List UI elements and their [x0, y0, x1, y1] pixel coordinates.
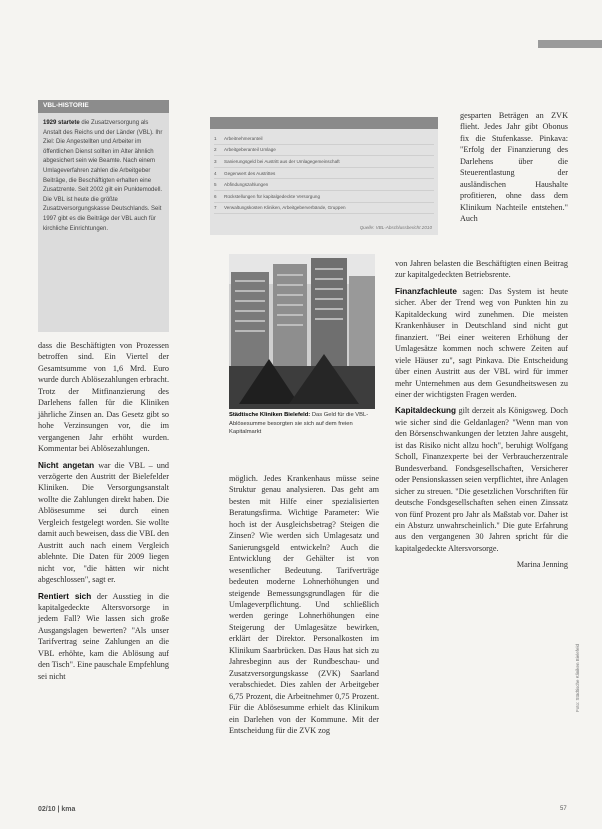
paragraph-lead: Rentiert sich: [38, 591, 92, 601]
row-number: 6: [214, 193, 217, 199]
table-header-bar: [210, 117, 438, 129]
table-row: [214, 203, 434, 215]
text-column-1: [38, 340, 169, 687]
photo-caption: [229, 411, 379, 437]
text-column-3-top: [460, 110, 568, 230]
row-text: Arbeitnehmeranteil: [224, 135, 263, 141]
row-text: Sanierungsgeld bei Austritt aus der Umlagegemeinschaft: [224, 158, 340, 164]
paragraph: gesparten Beträgen an ZVK flieht. Jedes Jahr gibt Obonus fix die Stufenkasse. Pinkava: "Erfolg der Finanzierung des Darlehens über die Steuerentlastung der ausländischen Haushalte profitieren, ohne dass dem Klinikum Nachteile entstehen." Auch: [460, 111, 568, 224]
paragraph: Nicht angetan war die VBL – und verzögerte den Austritt der Bielefelder Kliniken. Die Versorgungsanstalt wollte die Zahlungen direkt haben. Die Ablösesumme sei durch einen Vergleich festgelegt worden. Sie wollte damit auch beweisen, dass die VBL den Austritt auch nach einem Vergleich ablehnte. Die Daten für 2009 liegen nicht vor, "die hätten wir nicht abgeschlossen", sagt er.: [38, 460, 170, 585]
hospital-photo: [229, 254, 375, 409]
table-rows: [210, 129, 438, 214]
paragraph-lead: Nicht angetan: [38, 460, 95, 470]
text-column-2: [229, 473, 379, 741]
row-number: 2: [214, 147, 217, 153]
row-number: 3: [214, 158, 217, 164]
table-row: [214, 168, 434, 180]
row-text: Gegenwert des Austrittes: [224, 170, 276, 176]
paragraph: Finanzfachleute sagen: Das System ist heute sicher. Aber der Trend weg von Punkten hin zu Kapitaldeckung wird zunehmen. Die meisten Krankenhäuser in Deutschland sind nicht gut finanziert. "Bei einer weiteren Erhöhung der Umlagesätze kommen noch schwere Zeiten auf viele Häuser zu", sagt Pinkava. Die Entscheidung über einen Austritt aus der VBL wird für immer mehr Unternehmen aus dem Gesundheitswesen zu einer der wichtigsten Fragen werden.: [395, 286, 568, 399]
author: Marina Jenning: [516, 560, 568, 570]
history-infobox: [38, 100, 169, 332]
photo-credit: Foto: Städtische Kliniken Bielefeld: [575, 643, 580, 712]
table-row: [214, 145, 434, 157]
paragraph: möglich. Jedes Krankenhaus müsse seine Struktur genau analysieren. Das geht am besten mit Hilfe einer spezialisierten Beratungsfirma. Wichtige Parameter: Wie hoch ist der Ausgleichsbetrag? Steigen die Zinsen? Wie werden sich Umlagesatz und Sanierungsgeld entwickeln? Auch die Entwicklung der Gehälter ist von wesentlicher Bedeutung. Tarifverträge bedeuten moderne Lohnerhöhungen und steigende Bemessungsgrundlagen für die Umlageverpflichtung. Und schließlich werden geringe Lohnerhöhungen eine Steigerung der Umlagesätze bewirken, erklärt der Direktor. Personalkosten im Klinikum Saarbrücken. Das Haus hat sich zu Jahresbeginn aus der Rundbeschau- und Zusatzversorgungskasse (ZVK) Saarland verabschiedet. Dies zahlen der Arbeitgeber 6,75 Prozent, die Arbeitnehmer 0,75 Prozent. Für die Ablösesumme erhielt das Klinikum ein Darlehen von der Kommune. Mit der Entscheidung für die ZVK zog: [229, 474, 379, 735]
paragraph: Kapitaldeckung gilt derzeit als Königsweg. Doch wie sicher sind die Geldanlagen? "Wenn man von den Börsenschwankungen der letzten Jahre ausgeht, ist das Risiko nicht allzu hoch", beruhigt Wolfgang Scholl, Finanzexperte bei der Verbraucherzentrale Bundesverband. Fondsgesellschaften, Versicherer oder Pensionskassen seien verpflichtet, ihre Anlagen sicher zu streuen. "Die gesetzlichen Vorschriften für deutsche Fondsgesellschaften sehen einen Zinssatz von fünf Prozent pro Jahr als Maßstab vor. Daher ist ein Absturz unwahrscheinlich." Die gute Erfahrung aus den vergangenen 30 Jahren spricht für die kapitalgedeckte Altersvorsorge.: [395, 406, 568, 553]
section-marker: [538, 40, 602, 48]
paragraph: von Jahren belasten die Beschäftigten einen Beitrag zur kapitalgedeckten Betriebsrente.: [395, 259, 568, 280]
row-text: Arbeitgeberanteil Umlage: [224, 147, 276, 153]
caption-text: Das Geld für die VBL-Ablösesumme besorgten sie sich auf dem freien Kapitalmarkt: [229, 412, 369, 436]
table-row: [214, 191, 434, 203]
table-row: [214, 179, 434, 191]
row-number: 1: [214, 135, 217, 141]
row-text: Abfindungszahlungen: [224, 182, 269, 188]
paragraph-lead: Kapitaldeckung: [395, 406, 456, 416]
hospital-building-image: [229, 254, 375, 409]
paragraph: dass die Beschäftigten von Prozessen betroffen sind. Ein Viertel der Gesamtsumme von 1,6 Mrd. Euro wurde durch Ablösezahlungen erbracht. Trotz der Mitfinanzierung des Darlehens fallen für die Kliniken jährliche Zinsen an. Das Gesetz gibt so hohe Verzinsungen vor, die im vergangenen Jahr erhöht wurden. Kommentar bei Ablösezahlungen.: [38, 341, 169, 454]
row-number: 7: [214, 205, 217, 211]
paragraph-lead: Finanzfachleute: [395, 286, 457, 296]
table-row: [214, 133, 434, 145]
statistics-table: [210, 117, 438, 235]
row-number: 4: [214, 170, 217, 176]
infobox-text: die Zusatzversorgung als Anstalt des Reichs und der Länder (VBL). Ihr Ziel: Die Angestellten und Arbeiter im öffentlichen Dienst sollten im Alter ähnlich abgesichert sein wie Beamte. Nach einem Umlageverfahren zahlen die Arbeitgeber Beiträge, die Beschäftigten erhalten eine Zusatzrente. Seit 2002 gilt ein Punktemodell. Die VBL ist heute die größte Zusatzversorgungskasse Deutschlands. Seit 1997 gibt es die Beiträge der VBL auch für kirchliche Einrichtungen.: [43, 120, 163, 232]
row-text: Rückstellungen für kapitalgedeckte Versorgung: [224, 193, 321, 199]
infobox-heading: VBL-HISTORIE: [38, 100, 169, 113]
row-number: 5: [214, 182, 217, 188]
table-source: Quelle: VBL-Abschlussbericht 2010: [359, 225, 432, 230]
row-text: Verwaltungskosten Kliniken, Arbeitgeberverbände, Gruppen: [224, 205, 346, 211]
page-number: 57: [560, 806, 567, 812]
text-column-3: [395, 258, 568, 576]
caption-bold: Städtische Kliniken Bielefeld:: [229, 412, 311, 418]
infobox-body: [38, 113, 169, 240]
table-row: [214, 156, 434, 168]
infobox-lead: 1929 startete: [43, 120, 80, 126]
paragraph: Rentiert sich der Ausstieg in die kapitalgedeckte Altersvorsorge in jedem Fall? Wie lassen sich große Ausgangslagen bewerten? "Als unser Tarifvertrag seine Zahlungen an die VBL erhöhte, kam die Ablösung auf den Tisch". Eine pauschale Empfehlung sei nicht: [38, 591, 170, 681]
footer-issue: 02/10 | kma: [38, 806, 76, 813]
